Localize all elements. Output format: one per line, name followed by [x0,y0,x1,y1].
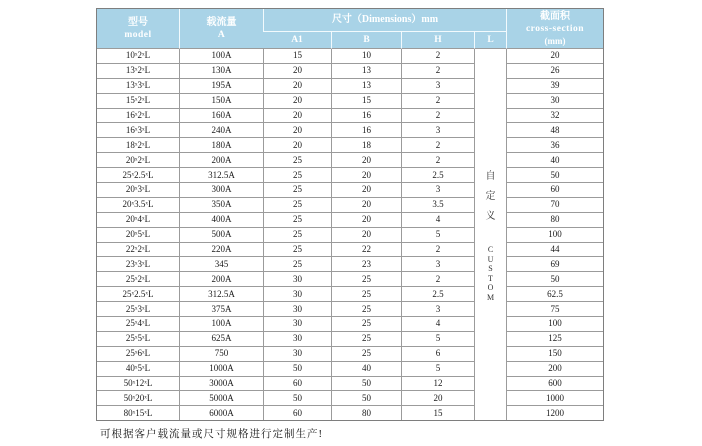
cell-current: 100A [179,317,263,332]
cell-a1: 15 [263,49,331,64]
cell-b: 25 [331,317,401,332]
cell-h: 5 [401,332,474,347]
cell-current: 345 [179,257,263,272]
cell-current: 130A [179,64,263,79]
cell-a1: 25 [263,228,331,243]
table-row [97,287,603,302]
table-row [97,183,603,198]
cell-h: 2 [401,153,474,168]
col-header-cross-en: cross-section [525,23,585,34]
cell-a1: 60 [263,377,331,392]
busbar-spec-table [96,8,604,421]
col-header-cross-unit: (mm) [544,35,566,46]
table-row [97,377,603,392]
cell-b: 13 [331,64,401,79]
cell-h: 2 [401,109,474,124]
col-header-cross-zh: 截面积 [540,10,570,22]
cell-b: 22 [331,243,401,258]
cell-b: 50 [331,391,401,406]
cell-current: 160A [179,109,263,124]
cell-cross-section: 75 [506,302,603,317]
cell-cross-section: 150 [506,347,603,362]
cell-model: 25ˣ2ˣL [97,272,179,287]
cell-cross-section: 32 [506,109,603,124]
col-header-model-en: model [124,29,152,40]
cell-cross-section: 1000 [506,391,603,406]
col-header-current-en: A [217,29,226,40]
cell-current: 3000A [179,377,263,392]
cell-a1: 25 [263,257,331,272]
cell-h: 3 [401,302,474,317]
cell-h: 2 [401,243,474,258]
cell-model: 16ˣ3ˣL [97,123,179,138]
cell-cross-section: 125 [506,332,603,347]
cell-current: 500A [179,228,263,243]
cell-h: 3 [401,123,474,138]
cell-cross-section: 48 [506,123,603,138]
cell-h: 3 [401,257,474,272]
cell-cross-section: 1200 [506,406,603,420]
cell-cross-section: 36 [506,138,603,153]
cell-h: 20 [401,391,474,406]
cell-b: 10 [331,49,401,64]
cell-h: 2 [401,272,474,287]
table-row [97,49,603,64]
cell-b: 40 [331,362,401,377]
table-row [97,168,603,183]
col-header-model [97,9,179,49]
cell-cross-section: 50 [506,168,603,183]
custom-label-stack [475,167,506,302]
cell-model: 25ˣ2.5ˣL [97,168,179,183]
table-row [97,94,603,109]
cell-current: 150A [179,94,263,109]
cell-h: 2 [401,138,474,153]
cell-h: 12 [401,377,474,392]
table-body [97,49,603,420]
cell-cross-section: 100 [506,228,603,243]
cell-current: 350A [179,198,263,213]
custom-production-note: 可根据客户载流量或尺寸规格进行定制生产! [100,429,323,441]
cell-a1: 20 [263,64,331,79]
cell-cross-section: 26 [506,64,603,79]
cell-a1: 20 [263,123,331,138]
cell-h: 5 [401,228,474,243]
col-header-current [179,9,263,49]
cell-model: 80ˣ15ˣL [97,406,179,420]
cell-b: 23 [331,257,401,272]
cell-h: 5 [401,362,474,377]
table-row [97,198,603,213]
custom-label-zh: 自 定 义 [485,171,496,223]
cell-a1: 25 [263,243,331,258]
cell-a1: 30 [263,302,331,317]
cell-b: 25 [331,347,401,362]
cell-current: 625A [179,332,263,347]
cell-model: 16ˣ2ˣL [97,109,179,124]
cell-current: 312.5A [179,168,263,183]
cell-a1: 30 [263,287,331,302]
cell-current: 200A [179,153,263,168]
cell-a1: 20 [263,94,331,109]
cell-h: 2 [401,64,474,79]
cell-a1: 25 [263,168,331,183]
cell-a1: 20 [263,109,331,124]
cell-b: 15 [331,94,401,109]
cell-a1: 30 [263,347,331,362]
cell-a1: 20 [263,138,331,153]
cell-cross-section: 60 [506,183,603,198]
cell-current: 100A [179,49,263,64]
table-row [97,272,603,287]
cell-current: 312.5A [179,287,263,302]
custom-label-en: C U S T O M [486,245,495,302]
cell-a1: 50 [263,391,331,406]
cell-b: 20 [331,168,401,183]
cell-cross-section: 39 [506,79,603,94]
cell-b: 20 [331,183,401,198]
cell-model: 20ˣ3.5ˣL [97,198,179,213]
cell-model: 20ˣ2ˣL [97,153,179,168]
cell-model: 40ˣ5ˣL [97,362,179,377]
cell-a1: 30 [263,332,331,347]
cell-h: 2 [401,94,474,109]
cell-cross-section: 100 [506,317,603,332]
header-row-main [97,9,603,32]
cell-current: 1000A [179,362,263,377]
cell-h: 6 [401,347,474,362]
cell-a1: 25 [263,213,331,228]
table-row [97,391,603,406]
cell-b: 20 [331,228,401,243]
table-row [97,406,603,420]
cell-b: 16 [331,123,401,138]
cell-model: 23ˣ3ˣL [97,257,179,272]
cell-model: 50ˣ20ˣL [97,391,179,406]
cell-model: 25ˣ4ˣL [97,317,179,332]
cell-h: 3 [401,183,474,198]
cell-current: 750 [179,347,263,362]
table-row [97,317,603,332]
col-header-b: B [331,32,401,49]
cell-model: 20ˣ3ˣL [97,183,179,198]
table-row [97,64,603,79]
table-row [97,123,603,138]
cell-cross-section: 20 [506,49,603,64]
table-row [97,347,603,362]
cell-model: 10ˣ2ˣL [97,49,179,64]
cell-a1: 25 [263,198,331,213]
cell-cross-section: 62.5 [506,287,603,302]
cell-a1: 25 [263,153,331,168]
cell-model: 25ˣ2.5ˣL [97,287,179,302]
cell-h: 4 [401,213,474,228]
cell-current: 400A [179,213,263,228]
cell-b: 25 [331,302,401,317]
col-header-current-zh: 载流量 [206,16,237,28]
cell-current: 240A [179,123,263,138]
cell-model: 20ˣ5ˣL [97,228,179,243]
cell-cross-section: 70 [506,198,603,213]
cell-model: 25ˣ6ˣL [97,347,179,362]
cell-b: 80 [331,406,401,420]
cell-a1: 30 [263,272,331,287]
cell-model: 18ˣ2ˣL [97,138,179,153]
cell-b: 20 [331,153,401,168]
cell-a1: 30 [263,317,331,332]
cell-cross-section: 50 [506,272,603,287]
cell-cross-section: 200 [506,362,603,377]
cell-b: 16 [331,109,401,124]
table-row [97,109,603,124]
col-header-model-zh: 型号 [128,16,148,28]
table-row [97,257,603,272]
col-header-dimensions: 尺寸（Dimensions）mm [263,9,506,32]
cell-b: 13 [331,79,401,94]
cell-model: 22ˣ2ˣL [97,243,179,258]
cell-cross-section: 44 [506,243,603,258]
cell-h: 4 [401,317,474,332]
table-row [97,332,603,347]
col-header-l: L [474,32,506,49]
cell-current: 6000A [179,406,263,420]
cell-b: 18 [331,138,401,153]
cell-b: 20 [331,213,401,228]
cell-a1: 20 [263,79,331,94]
cell-b: 20 [331,198,401,213]
cell-current: 375A [179,302,263,317]
cell-a1: 60 [263,406,331,420]
cell-current: 220A [179,243,263,258]
table-row [97,228,603,243]
cell-cross-section: 40 [506,153,603,168]
cell-model: 15ˣ2ˣL [97,94,179,109]
cell-cross-section: 600 [506,377,603,392]
col-header-h: H [401,32,474,49]
cell-model: 20ˣ4ˣL [97,213,179,228]
cell-current: 195A [179,79,263,94]
cell-current: 300A [179,183,263,198]
cell-current: 180A [179,138,263,153]
cell-h: 3 [401,79,474,94]
cell-h: 2 [401,49,474,64]
table-row [97,138,603,153]
cell-b: 25 [331,332,401,347]
cell-current: 5000A [179,391,263,406]
cell-cross-section: 30 [506,94,603,109]
cell-h: 15 [401,406,474,420]
cell-a1: 50 [263,362,331,377]
table-row [97,79,603,94]
cell-h: 2.5 [401,287,474,302]
col-header-a1: A1 [263,32,331,49]
cell-model: 25ˣ5ˣL [97,332,179,347]
cell-cross-section: 80 [506,213,603,228]
cell-b: 25 [331,287,401,302]
custom-length-cell [474,49,506,420]
cell-a1: 25 [263,183,331,198]
cell-current: 200A [179,272,263,287]
cell-model: 50ˣ12ˣL [97,377,179,392]
table-row [97,302,603,317]
cell-b: 25 [331,272,401,287]
cell-h: 2.5 [401,168,474,183]
cell-b: 50 [331,377,401,392]
cell-cross-section: 69 [506,257,603,272]
table-row [97,243,603,258]
table-row [97,362,603,377]
cell-model: 13ˣ3ˣL [97,79,179,94]
cell-h: 3.5 [401,198,474,213]
cell-model: 13ˣ2ˣL [97,64,179,79]
table-row [97,153,603,168]
table-row [97,213,603,228]
cell-model: 25ˣ3ˣL [97,302,179,317]
col-header-cross-section [506,9,603,49]
table-header [97,9,603,49]
